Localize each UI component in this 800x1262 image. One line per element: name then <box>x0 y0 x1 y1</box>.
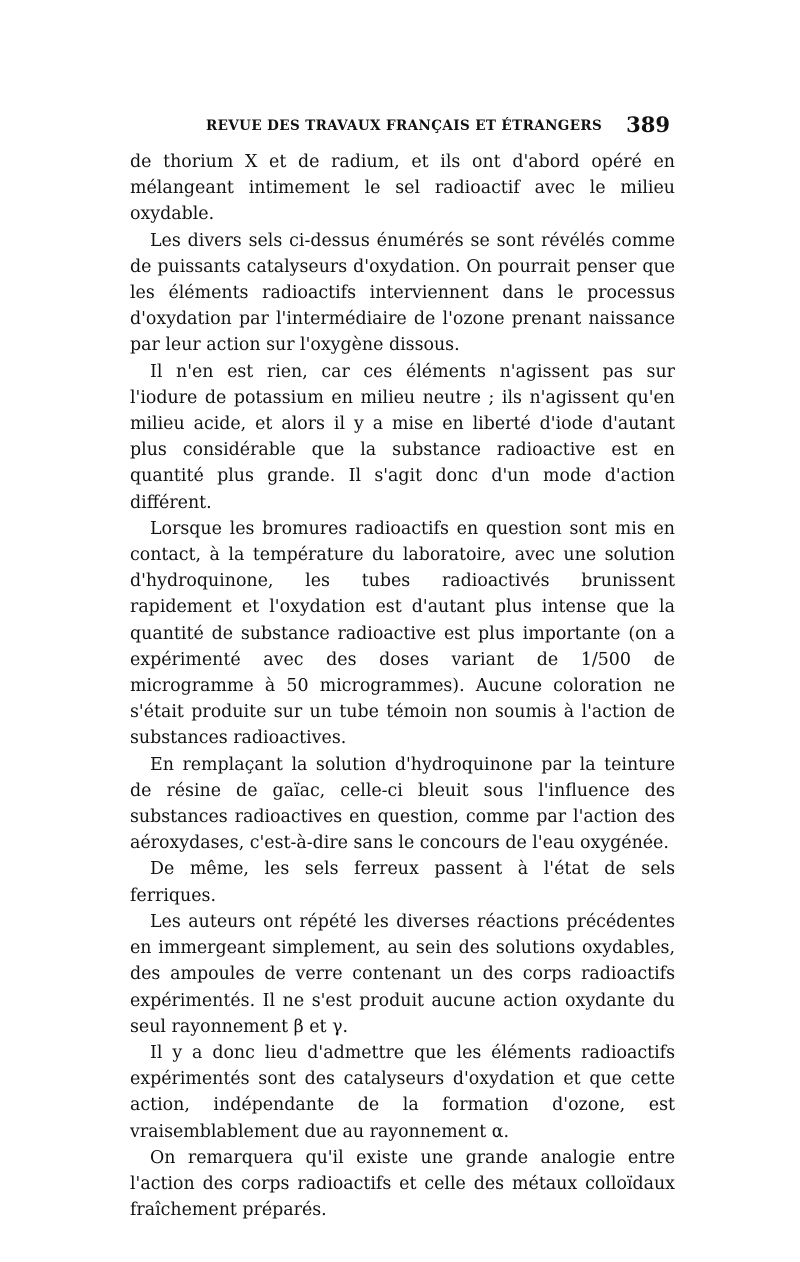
paragraph: Lorsque les bromures radioactifs en question sont mis en contact, à la température du laboratoire, avec une solution d'hydroquinone, les tubes radioactivés brunissent rapidement et l'oxydation est d'autant plus intense que la quantité de substance radioactive est plus importante (on a expérimenté avec des doses variant de 1/500 de microgramme à 50 microgrammes). Aucune coloration ne s'était produite sur un tube témoin non soumis à l'action de substances radioactives. <box>130 518 675 749</box>
page-number: 389 <box>626 112 670 137</box>
paragraph-continuation: de thorium X et de radium, et ils ont d'abord opéré en mélangeant intimement le sel radioactif avec le milieu oxydable. <box>130 152 675 225</box>
paragraph: On remarquera qu'il existe une grande analogie entre l'action des corps radioactifs et celle des métaux colloïdaux fraîchement préparés. <box>130 1147 675 1221</box>
paragraph: Les auteurs ont répété les diverses réactions précédentes en immergeant simplement, au sein des solutions oxydables, des ampoules de verre contenant un des corps radioactifs expérimentés. Il ne s'est produit aucune action oxydante du seul rayonnement β et γ. <box>130 911 675 1037</box>
running-title: REVUE DES TRAVAUX FRANÇAIS ET ÉTRANGERS <box>206 118 603 134</box>
paragraph: Il y a donc lieu d'admettre que les éléments radioactifs expérimentés sont des catalyseurs d'oxydation et que cette action, indépendante de la formation d'ozone, est vraisemblablement due au rayonnement α. <box>130 1042 675 1142</box>
running-head <box>130 112 670 142</box>
paragraph: Il n'en est rien, car ces éléments n'agissent pas sur l'iodure de potassium en milieu neutre ; ils n'agissent qu'en milieu acide, et alors il y a mise en liberté d'iode d'autant plus considérable que la substance radioactive est en quantité plus grande. Il s'agit donc d'un mode d'action différent. <box>130 361 675 513</box>
body-text <box>130 149 675 1223</box>
paragraph: En remplaçant la solution d'hydroquinone par la teinture de résine de gaïac, celle-ci bleuit sous l'influence des substances radioactives en question, comme par l'action des aéroxydases, c'est-à-dire sans le concours de l'eau oxygénée. <box>130 754 675 854</box>
paragraph: Les divers sels ci-dessus énumérés se sont révélés comme de puissants catalyseurs d'oxydation. On pourrait penser que les éléments radioactifs interviennent dans le processus d'oxydation par l'intermédiaire de l'ozone prenant naissance par leur action sur l'oxygène dissous. <box>130 230 675 356</box>
paragraph: De même, les sels ferreux passent à l'état de sels ferriques. <box>130 859 675 906</box>
